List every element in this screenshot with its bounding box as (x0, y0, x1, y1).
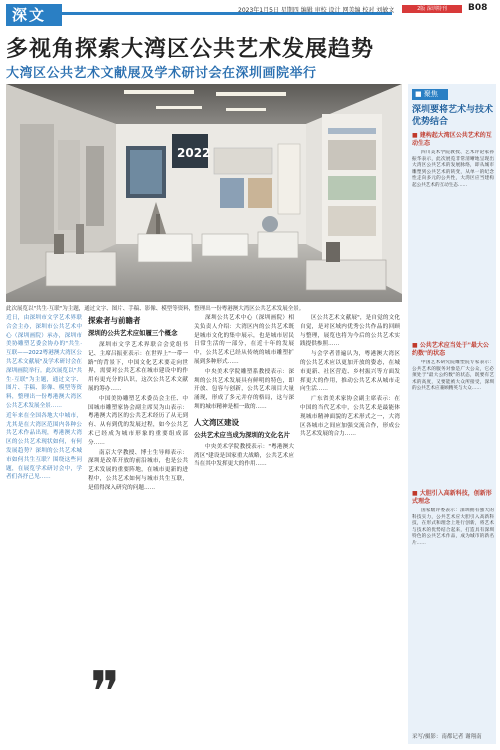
sidebar-tag: ■ 聚焦 (412, 89, 448, 100)
page-header (0, 0, 500, 26)
sidebar-subheading: ■ 建构起大湾区公共艺术的互动生态 (412, 132, 492, 147)
headline: 多视角探索大湾区公共艺术发展趋势 (6, 37, 375, 62)
section-heading: 人文湾区建设 (194, 417, 239, 427)
article-column-3 (194, 314, 294, 744)
subheadline: 大湾区公共艺术文献展及学术研讨会在深圳画院举行 (6, 66, 317, 81)
page-number: B08 (468, 3, 488, 13)
article-intro (6, 314, 82, 744)
date-line: 2023年1月5日 星期四 编辑 审校 设计 网美编 校对 刘敏文 (238, 7, 395, 14)
article-column-4 (300, 314, 400, 744)
exhibition-photo (6, 84, 402, 302)
editor-badge: 2版 深圳特刊 (402, 5, 462, 13)
body-paragraph: 深圳市文学艺术界联合会党组书记、主席吕振亚表示：在世界上"一带一路"的背景下，中国文化艺术要走向世界，需要对公共艺术在城市建设中的作用有更充分的认识，这次公共艺术文献展的筹办…… (88, 342, 188, 392)
body-paragraph: 中国美协雕塑艺术委员会主任、中国城市雕塑家协会副主席吴为山表示：粤港澳大湾区的公共艺术经历了从无到有、从有到优的发展过程，如今公共艺术已经成为城市形象的重要组成部分…… (88, 395, 188, 446)
sidebar-subheading: ■ 大胆引入高新科技，创新形式理念 (412, 490, 492, 505)
body-paragraph: 广东省美术家协会副主席表示：在中国的当代艺术中，公共艺术是最能体现城市精神面貌的艺术形式之一，大湾区各城市之间应加强交流合作，形成公共艺术发展的合力…… (300, 396, 400, 438)
body-paragraph: 中央美术学院雕塑系教授表示：深圳的公共艺术发展具有鲜明的特色，即开放、包容与创新，公共艺术项目大量涌现，形成了多元并存的格局，这与深圳的城市精神是相一致的…… (194, 368, 294, 410)
section-heading: 探索者与前瞻者 (88, 316, 141, 325)
sidebar-author: 采写/摄影：南都记者 谢翔南 (412, 734, 482, 740)
sidebar-paragraph: 中国艺术研究院雕塑院专家表示：公共艺术的服务对象是广大公众，它必须处于"最大公约数"的状态，既要有艺术的高度，又要能被大众所接受，深圳的公共艺术应兼顾精英与大众…… (412, 360, 494, 392)
intro-paragraph: 近日，由深圳市文学艺术界联合会主办，深圳市公共艺术中心（深圳画院）承办，深圳市美协雕塑艺委会协办的"共生·互联——2022粤港澳大湾区公共艺术文献展"及学术研讨会在深圳画院举行。此次展览以"共生·互联"为主题，通过文字、图片、手稿、影像、模型等资料，整理出一份粤港澳大湾区公共艺术发展全景…… (6, 315, 82, 409)
body-paragraph: 与会学者普遍认为，粤港澳大湾区的公共艺术应以更加开放的姿态，在城市更新、社区营造、乡村振兴等方面发挥更大的作用，推动公共艺术从城市走向生活…… (300, 351, 400, 393)
sidebar-focus (408, 84, 496, 744)
body-paragraph: 深圳公共艺术中心（深圳画院）相关负责人介绍：大湾区内的公共艺术既是城市文化的集中展示，也是城市居民日常生活的一部分，在近十年的发展中，公共艺术已经从传统的城市雕塑扩展到多种形式…… (194, 315, 294, 365)
body-paragraph: 中央美术学院教授表示："粤港澳大湾区"建设是国家重大战略，公共艺术应当在其中发挥更大的作用…… (194, 443, 294, 468)
exhibition-photo-illustration (6, 84, 402, 302)
section-tab: 深文 (6, 4, 62, 26)
sidebar-subheading: ■ 公共艺术应当处于"最大公约数"的状态 (412, 342, 489, 357)
body-paragraph: 区公共艺术文献展"，是自觉的文化自觉，是对区域内优秀公共作品的回顾与整理，展览也将为今后的公共艺术实践提供参照…… (300, 315, 400, 348)
section-subheading: 深圳的公共艺术应如履三个概念 (88, 329, 178, 337)
sidebar-paragraph: 四川美术学院教授、艺术评论家孙振华表示，此次展览非常清晰地呈现出大湾区公共艺术的发展脉络，即从城市雕塑到公共艺术的转变，从单一的纪念性走向多元的公共性，大湾区应当建构起公共艺术的互动生态…… (412, 150, 494, 188)
section-subheading: 公共艺术应当成为深圳的文化名片 (194, 430, 290, 439)
body-paragraph: 南京大学教授、博士生导师表示：深圳是改革开放的前沿城市，也是公共艺术发展的重要阵地，在城市更新的进程中，公共艺术如何与城市共生互联，是值得深入研究的问题…… (88, 449, 188, 491)
svg-text:2022: 2022 (177, 146, 211, 160)
quote-icon: ❞ (90, 660, 121, 725)
sidebar-title: 深圳要将艺术与技术优势结合 (412, 105, 494, 127)
sidebar-paragraph: 国家级评委表示：深圳拥有强大的科技实力，公共艺术应大胆引入高新科技，在形式和理念上进行创新，将艺术与技术的优势结合起来，打造具有深圳特色的公共艺术作品，成为城市的新名片…… (412, 508, 494, 546)
intro-paragraph-2: 近年来在全国各地大中城市，尤其是在大湾区范围内各种公共艺术作品出现，粤港澳大湾区的公共艺术现状如何，有何发展趋势？深圳的公共艺术城市如何共生互联？围绕这些问题，在展览学术研讨会中，学者们各抒己见…… (6, 412, 82, 481)
photo-caption: 此次展览以"共生·互联"为主题，通过文字、图片、手稿、影像、模型等资料，整理出一份粤港澳大湾区公共艺术发展全景。 (6, 306, 305, 312)
